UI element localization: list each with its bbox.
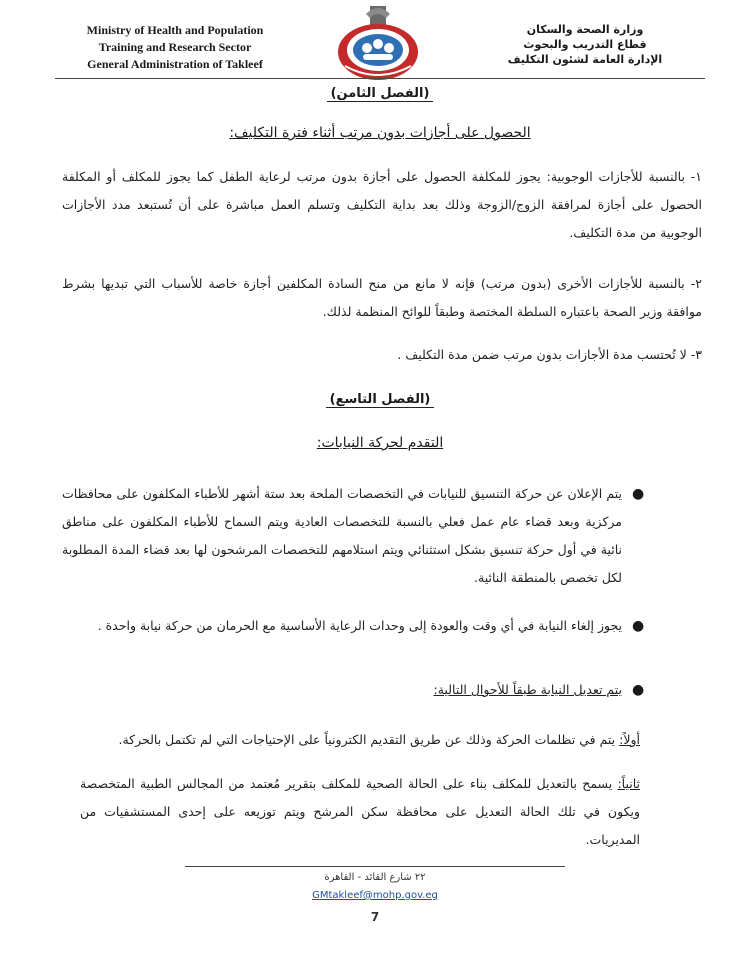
header-ar-line-2: قطاع التدريب والبحوث bbox=[523, 38, 647, 51]
page-number: 7 bbox=[370, 910, 380, 924]
chapter9-bullet-3: يتم تعديل النيابة طبقاً للأحوال التالية: bbox=[433, 682, 622, 697]
chapter9-item-2-label: ثانياً: bbox=[617, 776, 640, 791]
chapter8-subtitle-text: الحصول على أجازات بدون مرتب أثناء فترة التكليف: bbox=[229, 125, 531, 141]
chapter9-item-1-text: يتم في تظلمات الحركة وذلك عن طريق التقديم الكترونياً على الإحتياجات التي لم تكتمل بالحركة. bbox=[118, 732, 620, 747]
header-ar-line-3: الإدارة العامة لشئون التكليف bbox=[507, 53, 663, 66]
chapter8-title-text: (الفصل الثامن) bbox=[327, 86, 434, 102]
bullet-icon: ● bbox=[632, 486, 645, 502]
chapter8-paragraph-1: ١- بالنسبة للأجازات الوجوبية: يجوز للمكلفة الحصول على أجازة بدون مرتب لرعاية الطفل كما يجوز للمكلف أو المكلفة الحصول على أجازة لمرافقة الزوج/الزوجة وذلك بعد بداية التكليف وتسلم العمل مباشرة على أن تُستبعد مدد الأجازات الوجوبية من مدة التكليف. bbox=[62, 169, 702, 240]
chapter8-subtitle bbox=[150, 125, 610, 141]
chapter9-item-2 bbox=[80, 770, 640, 854]
footer-email-link[interactable]: GMtakleef@mohp.gov.eg bbox=[312, 890, 438, 901]
bullet-icon: ● bbox=[632, 682, 645, 698]
emblem-icon bbox=[333, 6, 423, 84]
footer-address: ٢٢ شارع القائد - القاهرة bbox=[324, 872, 426, 883]
chapter9-bullet-1: يتم الإعلان عن حركة التنسيق للنيابات في التخصصات الملحة بعد ستة أشهر للأطباء المكلفون على محافظات مركزية وبعد قضاء عام عمل فعلي بالنسبة للتخصصات العادية ويتم السماح للأطباء المكلفون على مناطق نائية في أول حركة تنسيق بشكل استثنائي ويتم استلامهم للتخصصات المرشحون لها بعد قضاء المدة المطلوبة لكل تخصص بالمنطقة النائية. bbox=[62, 486, 622, 585]
chapter8-paragraph-2: ٢- بالنسبة للأجازات الأخرى (بدون مرتب) فإنه لا مانع من منح السادة المكلفين أجازة خاصة للأسباب التي تبديها بشرط موافقة وزير الصحة باعتباره السلطة المختصة وطبقاً للوائح المنظمة لذلك. bbox=[62, 276, 702, 319]
chapter8-paragraph-3: ٣- لا تُحتسب مدة الأجازات بدون مرتب ضمن مدة التكليف . bbox=[397, 347, 702, 362]
header-en-line-1: Ministry of Health and Population bbox=[86, 23, 264, 37]
chapter9-bullet-2: يجوز إلغاء النيابة في أي وقت والعودة إلى وحدات الرعاية الأساسية مع الحرمان من حركة نيابة واحدة . bbox=[97, 618, 622, 633]
chapter9-item-2-text: يسمح بالتعديل للمكلف بناء على الحالة الصحية للمكلف بتقرير مُعتمد من المجالس الطبية المتخصصة ويكون في تلك الحالة التعديل على محافظة سكن المرشح ويتم توزيعه على إحدى المستشفيات من المديريات. bbox=[80, 776, 640, 847]
chapter9-subtitle bbox=[230, 435, 530, 451]
header-english bbox=[60, 22, 290, 73]
header-en-line-3: General Administration of Takleef bbox=[87, 57, 263, 71]
header-en-line-2: Training and Research Sector bbox=[98, 40, 252, 54]
footer-email[interactable] bbox=[275, 890, 475, 901]
chapter9-item-1-label: أولاً: bbox=[619, 732, 640, 747]
bullet-icon: ● bbox=[632, 618, 645, 634]
header-divider bbox=[55, 78, 705, 79]
chapter9-title-text: (الفصل التاسع) bbox=[326, 392, 435, 408]
chapter9-title bbox=[280, 392, 480, 407]
chapter8-title bbox=[280, 86, 480, 101]
chapter9-item-1 bbox=[80, 726, 640, 754]
header-arabic bbox=[470, 22, 700, 67]
footer-divider bbox=[185, 866, 565, 867]
header-ar-line-1: وزارة الصحة والسكان bbox=[526, 23, 644, 36]
chapter9-subtitle-text: التقدم لحركة النيابات: bbox=[316, 435, 444, 451]
ministry-logo bbox=[333, 6, 423, 84]
